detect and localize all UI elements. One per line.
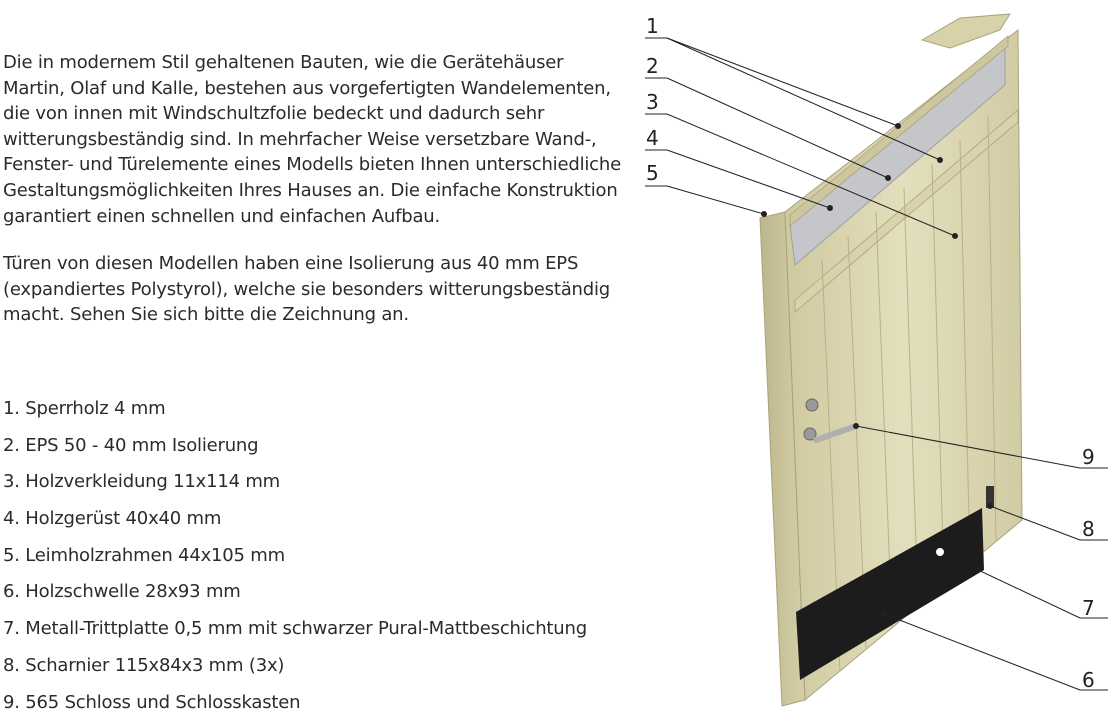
door-top-cap bbox=[922, 14, 1010, 48]
parts-list-item: 6. Holzschwelle 28x93 mm bbox=[3, 577, 643, 614]
leader-lines bbox=[645, 38, 1108, 690]
callout-number: 6 bbox=[1082, 668, 1095, 692]
callout-number: 5 bbox=[646, 161, 659, 185]
callout-number: 7 bbox=[1082, 596, 1095, 620]
frame-batten bbox=[795, 110, 1018, 312]
parts-list-item: 1. Sperrholz 4 mm bbox=[3, 394, 643, 431]
cladding-lines bbox=[822, 116, 996, 672]
door-handle bbox=[804, 399, 856, 440]
callout-number: 1 bbox=[646, 14, 659, 38]
intro-paragraph-2: Türen von diesen Modellen haben eine Isolierung aus 40 mm EPS (expandiertes Polystyrol), welche sie besonders witterungsbeständig macht. Sehen Sie sich bitte die Zeichnung an. bbox=[3, 251, 623, 328]
parts-list-item: 4. Holzgerüst 40x40 mm bbox=[3, 504, 643, 541]
callout-number: 9 bbox=[1082, 445, 1095, 469]
kickplate bbox=[796, 508, 984, 680]
parts-list-item: 5. Leimholzrahmen 44x105 mm bbox=[3, 541, 643, 578]
intro-text bbox=[3, 50, 623, 350]
parts-list-item: 9. 565 Schloss und Schlosskasten bbox=[3, 688, 643, 724]
parts-list-item: 3. Holzverkleidung 11x114 mm bbox=[3, 467, 643, 504]
door-frame-side bbox=[760, 212, 805, 706]
callout-number: 8 bbox=[1082, 517, 1095, 541]
parts-list-item: 7. Metall-Trittplatte 0,5 mm mit schwarzer Pural-Mattbeschichtung bbox=[3, 614, 643, 651]
parts-list-item: 2. EPS 50 - 40 mm Isolierung bbox=[3, 431, 643, 468]
intro-paragraph-1: Die in modernem Stil gehaltenen Bauten, wie die Gerätehäuser Martin, Olaf und Kalle, bestehen aus vorgefertigten Wandelementen, die von innen mit Windschultzfolie bedeckt und dadurch sehr witterungsbeständig sind. In mehrfacher Weise versetzbare Wand-, Fenster- und Türelemente eines Modells bieten Ihnen unterschiedliche Gestaltungsmöglichkeiten Ihres Hauses an. Die einfache Konstruktion garantiert einen schnellen und einfachen Aufbau. bbox=[3, 50, 623, 229]
plywood-band bbox=[790, 36, 1008, 226]
parts-list bbox=[3, 394, 643, 724]
parts-list-item: 8. Scharnier 115x84x3 mm (3x) bbox=[3, 651, 643, 688]
callout-number: 3 bbox=[646, 90, 659, 114]
door-face bbox=[785, 30, 1022, 700]
callout-number: 2 bbox=[646, 54, 659, 78]
callout-number: 4 bbox=[646, 126, 659, 150]
hinge bbox=[986, 486, 994, 508]
insulation-strip bbox=[790, 45, 1005, 265]
